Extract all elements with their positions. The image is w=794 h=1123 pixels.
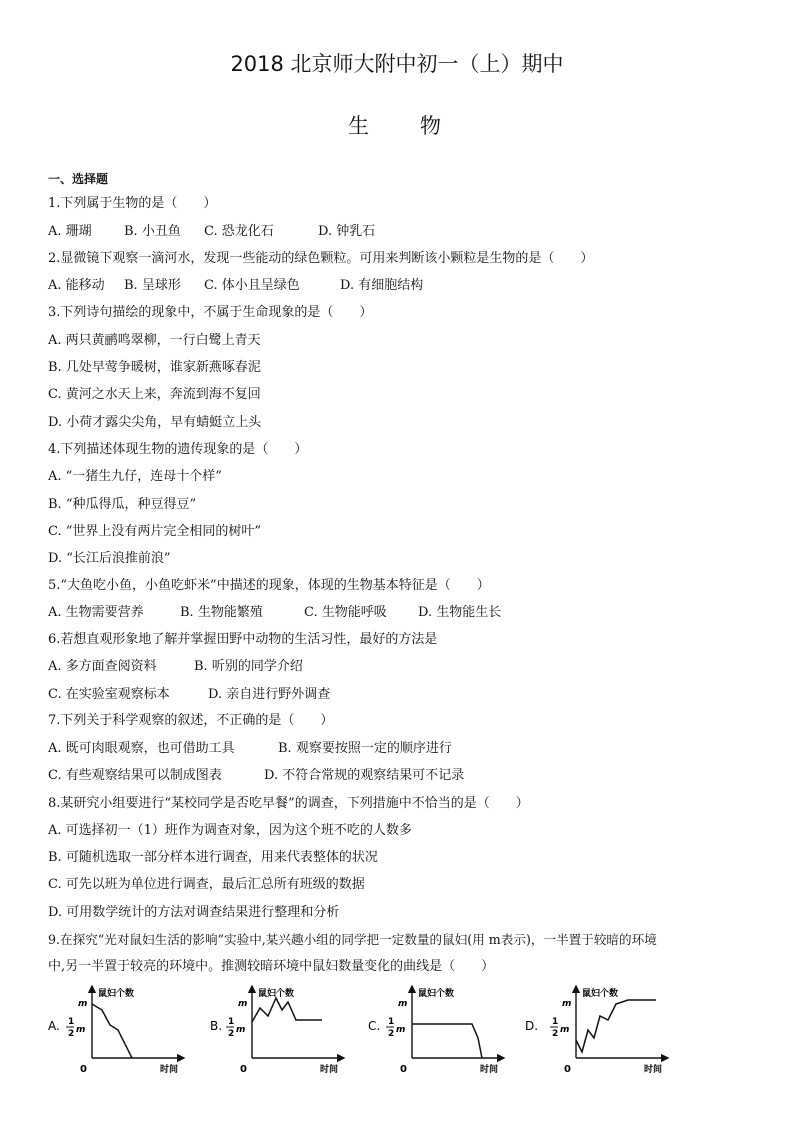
y-axis-label: 鼠妇个数 <box>258 989 295 999</box>
option-a: A. 能移动 <box>48 278 105 293</box>
exam-title: 2018 北京师大附中初一（上）期中 <box>230 52 564 76</box>
curve <box>412 1024 482 1058</box>
question-4-option-a: A. “一猪生九仔，连母十个样” <box>48 469 222 484</box>
option-a: A. 珊瑚 <box>48 224 92 239</box>
graph-option-c <box>368 986 504 1075</box>
question-8-stem: 8.某研究小组要进行“某校同学是否吃早餐”的调查，下列措施中不恰当的是（ ） <box>48 796 529 811</box>
option-c: C. 恐龙化石 <box>204 224 274 239</box>
question-3-option-a: A. 两只黄鹂鸣翠柳，一行白鹭上青天 <box>48 333 261 348</box>
question-4-option-b: B. “种瓜得瓜，种豆得豆” <box>48 497 197 512</box>
x-axis-label: 时间 <box>480 1065 499 1075</box>
subject-char-1: 生 <box>348 114 369 138</box>
origin-label: 0 <box>564 1064 571 1075</box>
m-label: m <box>236 1025 246 1035</box>
question-3-option-b: B. 几处早莺争暖树，谁家新燕啄春泥 <box>48 360 261 375</box>
question-3-option-d: D. 小荷才露尖尖角，早有蜻蜓立上头 <box>48 415 262 430</box>
question-8-option-b: B. 可随机选取一部分样本进行调查，用来代表整体的状况 <box>48 850 378 865</box>
m-label: m <box>560 1025 570 1035</box>
question-8-option-a: A. 可选择初一（1）班作为调查对象，因为这个班不吃的人数多 <box>48 823 412 838</box>
option-d: D. 生物能生长 <box>418 605 502 620</box>
curve <box>576 1000 656 1052</box>
option-d: D. 有细胞结构 <box>340 278 424 293</box>
question-4-option-c: C. “世界上没有两片完全相同的树叶” <box>48 524 262 539</box>
m-label: m <box>76 1025 86 1035</box>
option-c: C. 在实验室观察标本 <box>48 687 170 702</box>
y-axis-label: 鼠妇个数 <box>418 989 455 999</box>
option-c: C. 体小且呈绿色 <box>204 278 300 293</box>
graph-option-label: C. <box>368 1019 381 1033</box>
m-label: m <box>396 1025 406 1035</box>
m-label: m <box>238 999 248 1009</box>
curve <box>252 998 322 1022</box>
x-axis-label: 时间 <box>320 1065 339 1075</box>
option-a: A. 生物需要营养 <box>48 605 144 620</box>
option-d: D. 亲自进行野外调查 <box>208 687 331 702</box>
question-9-graphs <box>40 980 760 1080</box>
question-7-stem: 7.下列关于科学观察的叙述，不正确的是（ ） <box>48 713 334 728</box>
question-5-stem: 5.“大鱼吃小鱼，小鱼吃虾米”中描述的现象，体现的生物基本特征是（ ） <box>48 578 490 593</box>
half-denominator: 2 <box>68 1029 75 1039</box>
origin-label: 0 <box>400 1064 407 1075</box>
subject-char-2: 物 <box>420 114 441 138</box>
half-denominator: 2 <box>228 1029 235 1039</box>
graph-option-label: B. <box>210 1019 223 1033</box>
graph-option-a <box>48 986 184 1075</box>
option-b: B. 观察要按照一定的顺序进行 <box>278 741 452 756</box>
question-4-stem: 4.下列描述体现生物的遗传现象的是（ ） <box>48 442 308 457</box>
question-6-stem: 6.若想直观形象地了解并掌握田野中动物的生活习性，最好的方法是 <box>48 632 438 647</box>
option-b: B. 听别的同学介绍 <box>194 659 303 674</box>
origin-label: 0 <box>240 1064 247 1075</box>
question-3-option-c: C. 黄河之水天上来，奔流到海不复回 <box>48 387 261 402</box>
option-b: B. 呈球形 <box>124 278 181 293</box>
half-numerator: 1 <box>388 1017 395 1027</box>
question-8-option-c: C. 可先以班为单位进行调查，最后汇总所有班级的数据 <box>48 877 365 892</box>
m-label: m <box>398 999 408 1009</box>
curve <box>92 1004 132 1058</box>
graph-option-d <box>525 986 668 1075</box>
origin-label: 0 <box>80 1064 87 1075</box>
question-1-stem: 1.下列属于生物的是（ ） <box>48 196 217 211</box>
m-label: m <box>78 999 88 1009</box>
section-heading: 一、选择题 <box>48 172 109 186</box>
half-numerator: 1 <box>68 1017 75 1027</box>
option-d: D. 钟乳石 <box>318 224 376 239</box>
graph-option-label: D. <box>525 1019 539 1033</box>
question-2-stem: 2.显微镜下观察一滴河水，发现一些能动的绿色颗粒。可用来判断该小颗粒是生物的是（ ） <box>48 251 594 266</box>
y-axis-label: 鼠妇个数 <box>582 989 619 999</box>
question-3-stem: 3.下列诗句描绘的现象中，不属于生命现象的是（ ） <box>48 305 373 320</box>
question-9-stem-line-1: 9.在探究“光对鼠妇生活的影响”实验中,某兴趣小组的同学把一定数量的鼠妇(用 m表示)，一半置于较暗的环境 <box>48 932 657 947</box>
question-9-stem-line-2: 中,另一半置于较亮的环境中。推测较暗环境中鼠妇数量变化的曲线是（ ） <box>48 959 495 974</box>
question-8-option-d: D. 可用数学统计的方法对调查结果进行整理和分析 <box>48 905 340 920</box>
half-numerator: 1 <box>228 1017 235 1027</box>
option-a: A. 多方面查阅资料 <box>48 659 157 674</box>
m-label: m <box>562 999 572 1009</box>
option-b: B. 生物能繁殖 <box>180 605 263 620</box>
y-axis-label: 鼠妇个数 <box>98 989 135 999</box>
option-b: B. 小丑鱼 <box>124 224 181 239</box>
option-c: C. 生物能呼吸 <box>304 605 387 620</box>
option-c: C. 有些观察结果可以制成图表 <box>48 768 222 783</box>
option-a: A. 既可肉眼观察，也可借助工具 <box>48 741 235 756</box>
half-denominator: 2 <box>552 1029 559 1039</box>
x-axis-label: 时间 <box>160 1065 179 1075</box>
option-d: D. 不符合常规的观察结果可不记录 <box>264 768 465 783</box>
graph-option-b <box>210 986 344 1075</box>
half-denominator: 2 <box>388 1029 395 1039</box>
graph-option-label: A. <box>48 1019 60 1033</box>
question-4-option-d: D. “长江后浪推前浪” <box>48 551 171 566</box>
x-axis-label: 时间 <box>644 1065 663 1075</box>
half-numerator: 1 <box>552 1017 559 1027</box>
